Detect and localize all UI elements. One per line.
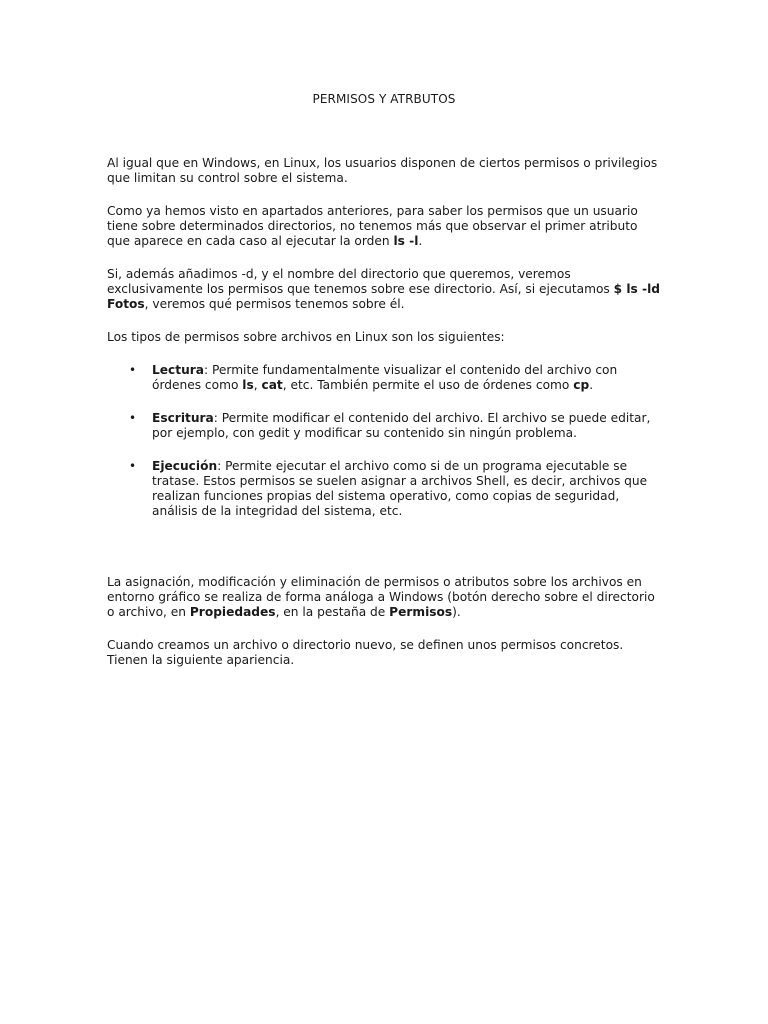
- paragraph-permission-types: [107, 330, 663, 345]
- lectura-end: .: [589, 378, 594, 392]
- command-ls: ls: [242, 378, 254, 392]
- command-cp: cp: [573, 378, 590, 392]
- permissions-list: [107, 363, 663, 519]
- paragraph-graphical-end: ).: [452, 605, 461, 619]
- paragraph-graphical-text: La asignación, modificación y eliminación de permisos o atributos sobre los archivos en entorno gráfico se realiza de forma análoga a Windows (botón derecho sobre el directorio o archivo, en: [107, 575, 655, 619]
- term-escritura: Escritura: [152, 411, 214, 425]
- vertical-spacer: [107, 537, 663, 575]
- lectura-separator: ,: [253, 378, 262, 392]
- paragraph-new-file: [107, 638, 663, 668]
- list-item-ejecucion: [107, 459, 663, 519]
- document-body: [107, 156, 663, 686]
- bullet-icon: •: [129, 411, 137, 425]
- paragraph-intro: [107, 156, 663, 186]
- command-ls-l: ls -l: [393, 234, 419, 248]
- paragraph-ls-l: [107, 204, 663, 249]
- lectura-text-2: , etc. También permite el uso de órdenes como: [282, 378, 574, 392]
- term-lectura: Lectura: [152, 363, 204, 377]
- escritura-text: : Permite modificar el contenido del archivo. El archivo se puede editar, por ejemplo, con gedit y modificar su contenido sin ningún problema.: [152, 411, 651, 440]
- paragraph-intro-text: Al igual que en Windows, en Linux, los usuarios disponen de ciertos permisos o privilegios que limitan su control sobre el sistema.: [107, 156, 658, 185]
- command-cat: cat: [261, 378, 283, 392]
- list-item-lectura: [107, 363, 663, 393]
- term-permisos: Permisos: [389, 605, 453, 619]
- paragraph-ls-l-text: Como ya hemos visto en apartados anteriores, para saber los permisos que un usuario tiene sobre determinados directorios, no tenemos más que observar el primer atributo que aparece en cada caso al ejecutar la orden: [107, 204, 638, 248]
- term-propiedades: Propiedades: [189, 605, 276, 619]
- bullet-icon: •: [129, 363, 137, 377]
- paragraph-new-file-text: Cuando creamos un archivo o directorio nuevo, se definen unos permisos concretos. Tienen la siguiente apariencia.: [107, 638, 624, 667]
- list-item-escritura: [107, 411, 663, 441]
- lectura-text: : Permite fundamentalmente visualizar el contenido del archivo con órdenes como: [152, 363, 618, 392]
- paragraph-ls-ld: [107, 267, 663, 312]
- term-ejecucion: Ejecución: [152, 459, 218, 473]
- paragraph-graphical: [107, 575, 663, 620]
- paragraph-ls-ld-end: , veremos qué permisos tenemos sobre él.: [144, 297, 405, 311]
- paragraph-permission-types-text: Los tipos de permisos sobre archivos en Linux son los siguientes:: [107, 330, 505, 344]
- paragraph-ls-ld-text: Si, además añadimos -d, y el nombre del directorio que queremos, veremos exclusivamente los permisos que tenemos sobre ese directorio. Así, si ejecutamos: [107, 267, 614, 296]
- document-title: PERMISOS Y ATRBUTOS: [312, 92, 456, 106]
- paragraph-ls-l-end: .: [418, 234, 423, 248]
- bullet-icon: •: [129, 459, 137, 473]
- paragraph-graphical-mid: , en la pestaña de: [275, 605, 390, 619]
- command-ls-ld: $ ls -ld Fotos: [107, 282, 660, 311]
- ejecucion-text: : Permite ejecutar el archivo como si de un programa ejecutable se tratase. Estos permisos se suelen asignar a archivos Shell, es decir, archivos que realizan funciones propias del sistema operativo, como copias de seguridad, análisis de la integridad del sistema, etc.: [152, 459, 648, 518]
